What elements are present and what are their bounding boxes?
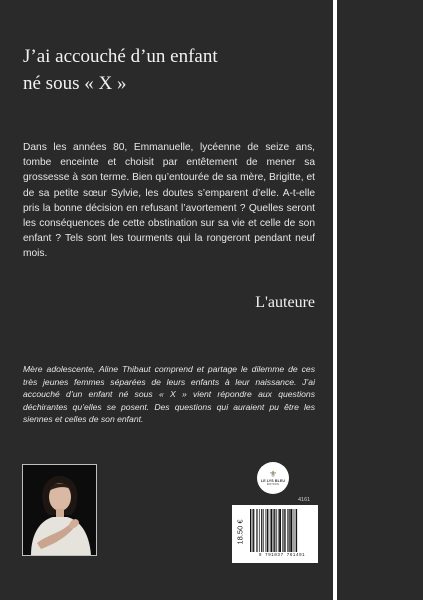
barcode-bar	[270, 509, 272, 552]
author-heading: L'auteure	[255, 294, 315, 311]
barcode-bar	[253, 509, 254, 552]
barcode-bar	[261, 509, 262, 552]
isbn-number: 9 791037 761491	[258, 553, 306, 558]
lily-icon: ⚜	[268, 469, 278, 479]
barcode-bar	[266, 509, 267, 552]
barcode-bar	[288, 509, 289, 552]
barcode-bar	[274, 509, 275, 552]
barcode-bar	[290, 509, 292, 552]
author-photo	[22, 464, 97, 556]
barcode-bar	[285, 509, 286, 552]
book-title	[23, 43, 313, 97]
barcode-bar	[287, 509, 288, 552]
barcode-bar	[269, 509, 270, 552]
book-title-line-1: J’ai accouché d’un enfant	[23, 46, 218, 67]
book-title-line-2: né sous « X »	[23, 73, 127, 94]
barcode-bar	[282, 509, 283, 552]
book-spine	[337, 0, 423, 600]
barcode-bar	[250, 509, 251, 552]
barcode-bar	[263, 509, 264, 552]
synopsis: Dans les années 80, Emmanuelle, lycéenne de seize ans, tombe enceinte et choisit par entêtement de mener sa grossesse à son terme. Bien qu’entourée de sa mère, Brigitte, et de sa petite sœur Sylvie, les doutes s’emparent d’elle. A-t-elle pris la bonne décision en refusant l’avortement ? Quelles seront les conséquences de cette obstination sur sa vie et celle de son enfant ? Tels sont les tourments qui la rongeront pendant neuf mois.	[23, 142, 315, 260]
barcode-bar	[276, 509, 277, 552]
product-code: 4161	[298, 497, 311, 503]
barcode	[249, 509, 313, 553]
author-portrait-image	[23, 465, 96, 555]
barcode-bar	[257, 509, 258, 552]
barcode-bar	[293, 509, 294, 552]
barcode-bar	[273, 509, 274, 552]
barcode-bar	[283, 509, 284, 552]
barcode-bar	[252, 509, 253, 552]
publisher-logo	[257, 462, 289, 494]
publisher-subtitle: ÉDITIONS	[266, 483, 280, 486]
barcode-bar	[296, 509, 297, 552]
price-label: 18.50 €	[235, 519, 245, 545]
barcode-bar	[259, 509, 260, 552]
publisher-name: LE LYS BLEU	[260, 479, 286, 483]
barcode-bar	[278, 509, 279, 552]
barcode-bar	[256, 509, 257, 552]
barcode-bar	[295, 509, 296, 552]
barcode-bar	[279, 509, 281, 552]
barcode-bar	[267, 509, 268, 552]
author-bio: Mère adolescente, Aline Thibaut comprend et partage le dilemme de ces très jeunes femmes séparées de leurs enfants à leur naissance. J’ai accouché d’un enfant né sous « X » vient répondre aux questions déchirantes qu’elles se posent. Des questions qui auraient pu être les siennes et celles de son enfant.	[23, 364, 315, 425]
